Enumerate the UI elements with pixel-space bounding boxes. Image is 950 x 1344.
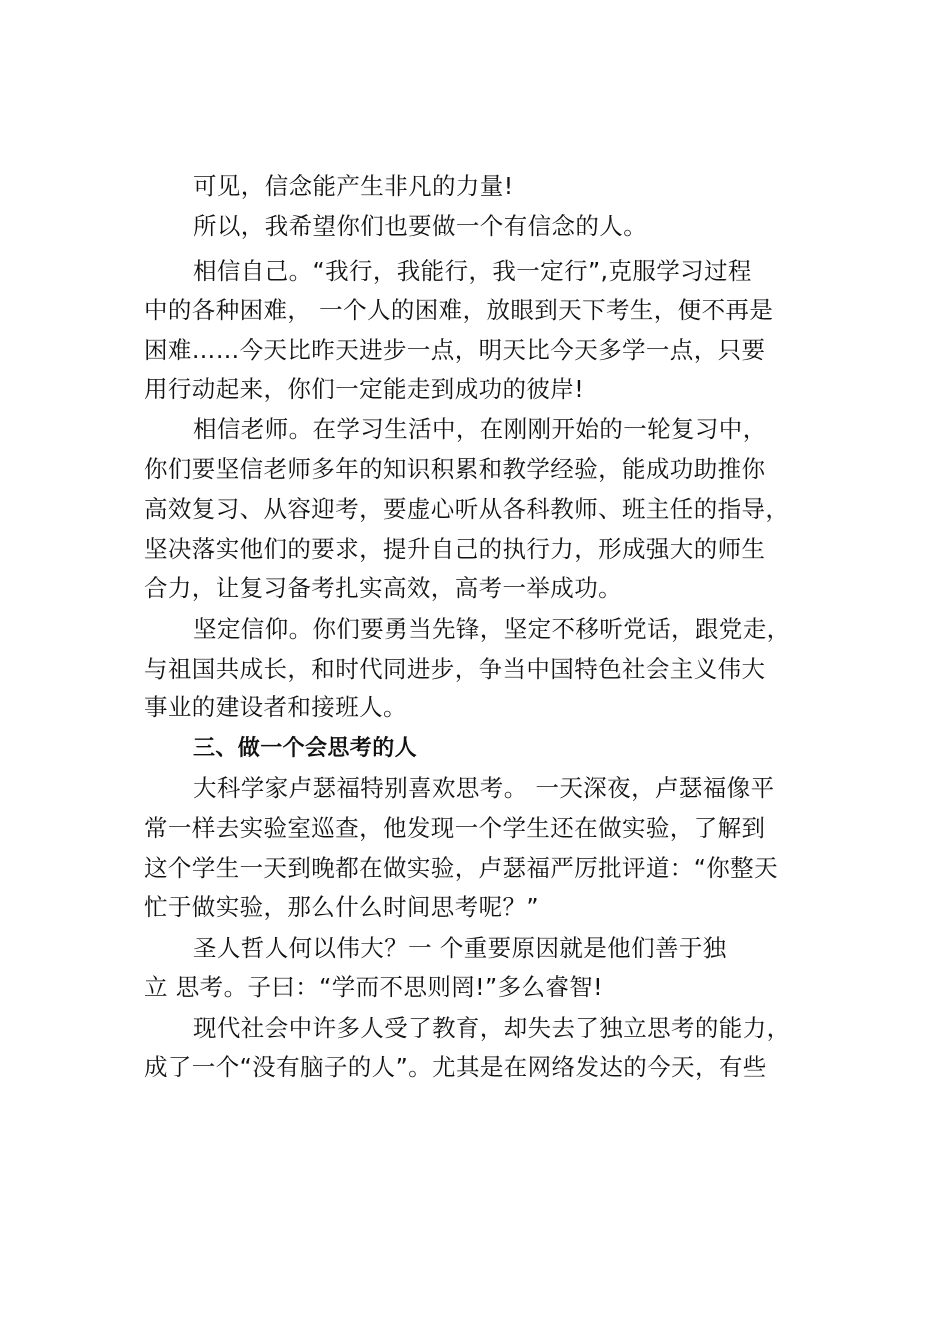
section-heading: 三、做一个会思考的人 xyxy=(193,736,418,761)
paragraph-line: 现代社会中许多人受了教育，却失去了独立思考的能力， xyxy=(193,1014,791,1042)
paragraph-line: 立 思考。子曰：“学而不思则罔!”多么睿智! xyxy=(144,973,603,1001)
paragraph-line: 坚决落实他们的要求，提升自己的执行力，形成强大的师生 xyxy=(144,535,766,563)
paragraph-line: 成了一个“没有脑子的人”。尤其是在网络发达的今天，有些 xyxy=(144,1053,767,1081)
paragraph-line: 大科学家卢瑟福特别喜欢思考。 一天深夜，卢瑟福像平 xyxy=(193,774,775,802)
paragraph-line: 可见，信念能产生非凡的力量! xyxy=(193,172,514,200)
paragraph-line: 事业的建设者和接班人。 xyxy=(144,693,407,721)
paragraph-line: 合力，让复习备考扎实高效，高考一举成功。 xyxy=(144,574,622,602)
paragraph-line: 高效复习、从容迎考，要虚心听从各科教师、班主任的指导， xyxy=(144,495,790,523)
paragraph-line: 坚定信仰。你们要勇当先锋，坚定不移听党话，跟党走， xyxy=(193,615,791,643)
paragraph-line: 常一样去实验室巡查，他发现一个学生还在做实验，了解到 xyxy=(144,814,766,842)
paragraph-line: 与祖国共成长，和时代同进步，争当中国特色社会主义伟大 xyxy=(144,655,766,683)
paragraph-line: 圣人哲人何以伟大？一 个重要原因就是他们善于独 xyxy=(193,934,727,962)
paragraph-line: 中的各种困难， 一个人的困难，放眼到天下考生，便不再是 xyxy=(144,296,774,324)
paragraph-line: 相信自己。“我行，我能行，我一定行”,克服学习过程 xyxy=(193,257,752,285)
paragraph-line: 困难……今天比昨天进步一点，明天比今天多学一点，只要 xyxy=(144,336,766,364)
paragraph-line: 你们要坚信老师多年的知识积累和教学经验，能成功助推你 xyxy=(144,455,766,483)
paragraph-line: 忙于做实验，那么什么时间思考呢？” xyxy=(144,893,539,921)
paragraph-line: 相信老师。在学习生活中，在刚刚开始的一轮复习中， xyxy=(193,415,767,443)
paragraph-line: 用行动起来，你们一定能走到成功的彼岸! xyxy=(144,375,585,403)
paragraph-line: 所以，我希望你们也要做一个有信念的人。 xyxy=(193,212,648,240)
paragraph-line: 这个学生一天到晚都在做实验，卢瑟福严厉批评道：“你整天 xyxy=(144,854,778,882)
